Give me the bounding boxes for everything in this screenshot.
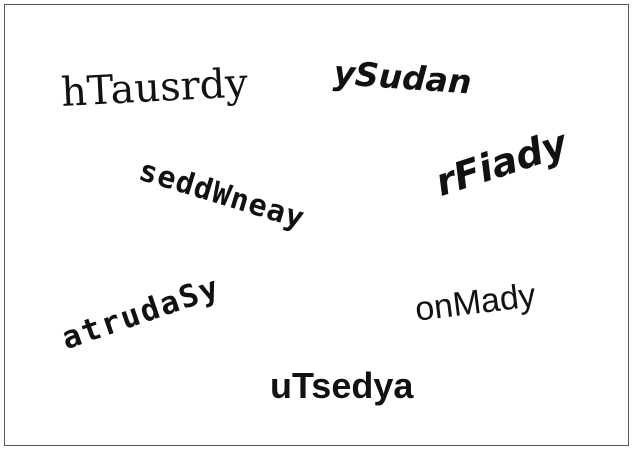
canvas-frame [4, 4, 629, 446]
distorted-word-6: onMady [413, 276, 538, 329]
distorted-word-2: ySudan [332, 53, 473, 102]
distorted-word-3: seddWneay [134, 153, 310, 237]
distorted-word-7: uTsedya [270, 365, 414, 406]
distorted-word-5: atrudaSy [57, 269, 226, 358]
distorted-word-1: hTausrdy [60, 60, 249, 116]
distorted-word-4: rFiady [430, 121, 573, 205]
